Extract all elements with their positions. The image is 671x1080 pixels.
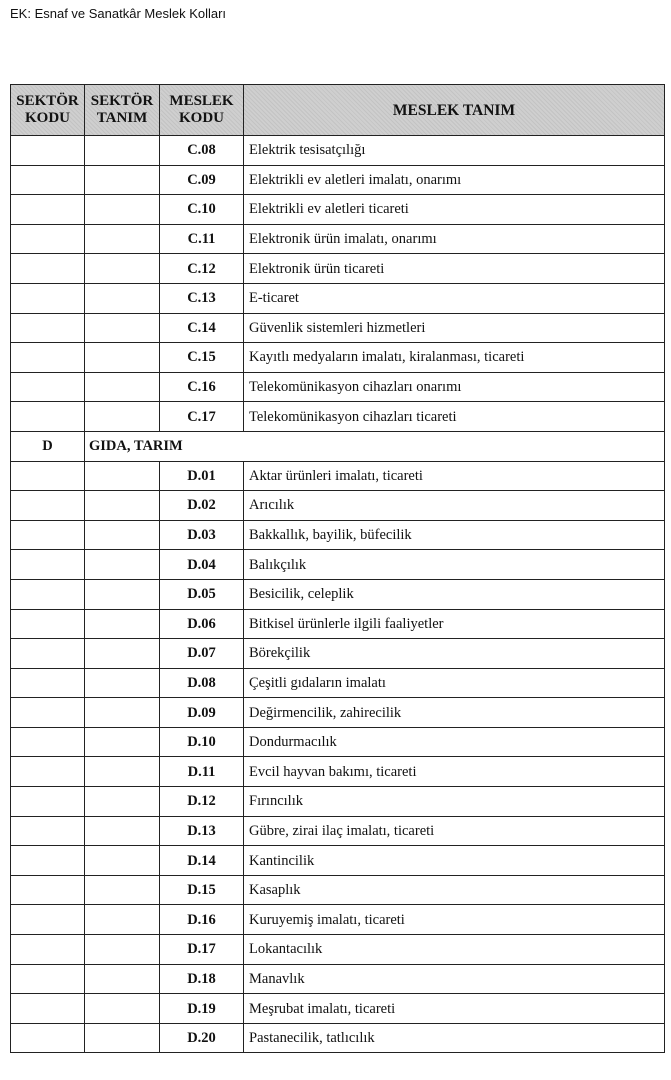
sektor-kodu-cell (11, 816, 85, 846)
sektor-tanim-cell (85, 136, 160, 166)
meslek-kodu-cell: C.10 (160, 195, 244, 225)
table-row (11, 343, 665, 373)
meslek-tanim-cell: Elektronik ürün imalatı, onarımı (244, 224, 665, 254)
sektor-tanim-cell (85, 254, 160, 284)
meslek-kodu-cell: C.16 (160, 372, 244, 402)
sektor-tanim-cell (85, 343, 160, 373)
meslek-tanim-cell: Arıcılık (244, 491, 665, 521)
table-row (11, 283, 665, 313)
meslek-tanim-cell: Elektrikli ev aletleri imalatı, onarımı (244, 165, 665, 195)
meslek-kodu-cell: D.10 (160, 727, 244, 757)
meslek-kodu-cell: D.01 (160, 461, 244, 491)
sektor-kodu-cell (11, 875, 85, 905)
meslek-tanim-cell: Evcil hayvan bakımı, ticareti (244, 757, 665, 787)
header-sektor-tanim: SEKTÖR TANIM (85, 85, 160, 136)
meslek-tanim-cell: Besicilik, celeplik (244, 579, 665, 609)
sektor-tanim-cell (85, 609, 160, 639)
table-row (11, 816, 665, 846)
meslek-tanim-cell: Elektronik ürün ticareti (244, 254, 665, 284)
sektor-kodu-cell (11, 905, 85, 935)
meslek-kodu-cell: D.19 (160, 994, 244, 1024)
meslek-tanim-cell: Değirmencilik, zahirecilik (244, 698, 665, 728)
meslek-kodu-cell: D.15 (160, 875, 244, 905)
table-row (11, 224, 665, 254)
table-row (11, 757, 665, 787)
table-row (11, 550, 665, 580)
meslek-kodu-cell: D.20 (160, 1023, 244, 1053)
meslek-kodu-cell: D.06 (160, 609, 244, 639)
occupation-table-container (10, 84, 664, 1053)
meslek-kodu-cell: D.11 (160, 757, 244, 787)
table-row (11, 491, 665, 521)
sektor-kodu-cell (11, 313, 85, 343)
meslek-kodu-cell: C.14 (160, 313, 244, 343)
header-row (11, 85, 665, 136)
meslek-tanim-cell: Pastanecilik, tatlıcılık (244, 1023, 665, 1053)
occupation-table (10, 84, 665, 1053)
sektor-tanim-cell (85, 313, 160, 343)
table-row (11, 1023, 665, 1053)
sektor-tanim-cell (85, 698, 160, 728)
meslek-tanim-cell: Aktar ürünleri imalatı, ticareti (244, 461, 665, 491)
table-row (11, 698, 665, 728)
meslek-tanim-cell: Meşrubat imalatı, ticareti (244, 994, 665, 1024)
sektor-kodu-cell (11, 224, 85, 254)
meslek-kodu-cell: D.02 (160, 491, 244, 521)
table-row (11, 609, 665, 639)
meslek-tanim-cell: Lokantacılık (244, 935, 665, 965)
meslek-kodu-cell: C.11 (160, 224, 244, 254)
sektor-tanim-cell (85, 846, 160, 876)
sector-name: GIDA, TARIM (85, 431, 665, 461)
sektor-tanim-cell (85, 787, 160, 817)
sektor-kodu-cell (11, 579, 85, 609)
sektor-kodu-cell (11, 136, 85, 166)
sektor-kodu-cell (11, 283, 85, 313)
meslek-kodu-cell: D.03 (160, 520, 244, 550)
meslek-tanim-cell: Kantincilik (244, 846, 665, 876)
meslek-tanim-cell: Çeşitli gıdaların imalatı (244, 668, 665, 698)
meslek-kodu-cell: D.14 (160, 846, 244, 876)
table-row (11, 994, 665, 1024)
sektor-tanim-cell (85, 964, 160, 994)
meslek-tanim-cell: Güvenlik sistemleri hizmetleri (244, 313, 665, 343)
sektor-kodu-cell (11, 1023, 85, 1053)
header-meslek-tanim: MESLEK TANIM (244, 85, 665, 136)
meslek-kodu-cell: D.09 (160, 698, 244, 728)
sektor-tanim-cell (85, 668, 160, 698)
meslek-kodu-cell: D.08 (160, 668, 244, 698)
table-row (11, 727, 665, 757)
sektor-tanim-cell (85, 875, 160, 905)
sektor-kodu-cell (11, 520, 85, 550)
meslek-tanim-cell: Kayıtlı medyaların imalatı, kiralanması, ticareti (244, 343, 665, 373)
sektor-kodu-cell (11, 491, 85, 521)
table-row (11, 787, 665, 817)
meslek-kodu-cell: D.17 (160, 935, 244, 965)
sektor-kodu-cell (11, 254, 85, 284)
meslek-kodu-cell: C.13 (160, 283, 244, 313)
table-row (11, 668, 665, 698)
table-row (11, 905, 665, 935)
table-row (11, 875, 665, 905)
table-body-d (11, 461, 665, 1053)
meslek-kodu-cell: D.05 (160, 579, 244, 609)
sektor-kodu-cell (11, 343, 85, 373)
sektor-tanim-cell (85, 816, 160, 846)
sektor-kodu-cell (11, 668, 85, 698)
meslek-tanim-cell: Balıkçılık (244, 550, 665, 580)
sektor-tanim-cell (85, 283, 160, 313)
sektor-tanim-cell (85, 461, 160, 491)
table-row (11, 846, 665, 876)
meslek-kodu-cell: D.07 (160, 639, 244, 669)
meslek-tanim-cell: Manavlık (244, 964, 665, 994)
meslek-kodu-cell: C.17 (160, 402, 244, 432)
table-body-sector-d (11, 431, 665, 461)
meslek-tanim-cell: Elektrikli ev aletleri ticareti (244, 195, 665, 225)
table-row (11, 935, 665, 965)
header-meslek-kodu: MESLEK KODU (160, 85, 244, 136)
sektor-kodu-cell (11, 195, 85, 225)
sektor-tanim-cell (85, 520, 160, 550)
meslek-tanim-cell: Fırıncılık (244, 787, 665, 817)
sektor-kodu-cell (11, 698, 85, 728)
sektor-tanim-cell (85, 639, 160, 669)
meslek-kodu-cell: C.08 (160, 136, 244, 166)
meslek-tanim-cell: Kuruyemiş imalatı, ticareti (244, 905, 665, 935)
sektor-tanim-cell (85, 372, 160, 402)
meslek-tanim-cell: Elektrik tesisatçılığı (244, 136, 665, 166)
sektor-kodu-cell (11, 994, 85, 1024)
sector-code: D (11, 431, 85, 461)
table-row (11, 964, 665, 994)
meslek-kodu-cell: D.12 (160, 787, 244, 817)
table-row (11, 461, 665, 491)
sektor-tanim-cell (85, 994, 160, 1024)
sektor-kodu-cell (11, 757, 85, 787)
meslek-kodu-cell: C.15 (160, 343, 244, 373)
table-row (11, 195, 665, 225)
page-heading: EK: Esnaf ve Sanatkâr Meslek Kolları (10, 6, 227, 21)
sektor-tanim-cell (85, 491, 160, 521)
sektor-kodu-cell (11, 964, 85, 994)
sektor-kodu-cell (11, 402, 85, 432)
meslek-tanim-cell: Börekçilik (244, 639, 665, 669)
sektor-tanim-cell (85, 727, 160, 757)
meslek-tanim-cell: Bakkallık, bayilik, büfecilik (244, 520, 665, 550)
meslek-tanim-cell: Telekomünikasyon cihazları ticareti (244, 402, 665, 432)
table-row (11, 402, 665, 432)
table-row (11, 579, 665, 609)
sektor-kodu-cell (11, 165, 85, 195)
table-row (11, 313, 665, 343)
sektor-tanim-cell (85, 935, 160, 965)
table-row (11, 254, 665, 284)
sektor-tanim-cell (85, 224, 160, 254)
sektor-kodu-cell (11, 639, 85, 669)
table-row (11, 520, 665, 550)
meslek-kodu-cell: D.16 (160, 905, 244, 935)
sektor-tanim-cell (85, 165, 160, 195)
sektor-tanim-cell (85, 579, 160, 609)
sektor-kodu-cell (11, 609, 85, 639)
table-row (11, 165, 665, 195)
sektor-tanim-cell (85, 195, 160, 225)
sektor-tanim-cell (85, 905, 160, 935)
sektor-kodu-cell (11, 372, 85, 402)
sector-row-d (11, 431, 665, 461)
meslek-tanim-cell: Telekomünikasyon cihazları onarımı (244, 372, 665, 402)
meslek-tanim-cell: Kasaplık (244, 875, 665, 905)
table-row (11, 372, 665, 402)
sektor-tanim-cell (85, 550, 160, 580)
sektor-kodu-cell (11, 727, 85, 757)
meslek-tanim-cell: Bitkisel ürünlerle ilgili faaliyetler (244, 609, 665, 639)
meslek-kodu-cell: C.12 (160, 254, 244, 284)
meslek-kodu-cell: D.18 (160, 964, 244, 994)
meslek-tanim-cell: Dondurmacılık (244, 727, 665, 757)
sektor-kodu-cell (11, 461, 85, 491)
meslek-kodu-cell: C.09 (160, 165, 244, 195)
table-body-c (11, 136, 665, 432)
sektor-tanim-cell (85, 757, 160, 787)
meslek-tanim-cell: Gübre, zirai ilaç imalatı, ticareti (244, 816, 665, 846)
table-header (11, 85, 665, 136)
sektor-kodu-cell (11, 846, 85, 876)
sektor-kodu-cell (11, 935, 85, 965)
meslek-kodu-cell: D.13 (160, 816, 244, 846)
table-row (11, 639, 665, 669)
sektor-kodu-cell (11, 550, 85, 580)
meslek-kodu-cell: D.04 (160, 550, 244, 580)
table-row (11, 136, 665, 166)
header-sektor-kodu: SEKTÖR KODU (11, 85, 85, 136)
meslek-tanim-cell: E-ticaret (244, 283, 665, 313)
sektor-tanim-cell (85, 402, 160, 432)
sektor-kodu-cell (11, 787, 85, 817)
sektor-tanim-cell (85, 1023, 160, 1053)
